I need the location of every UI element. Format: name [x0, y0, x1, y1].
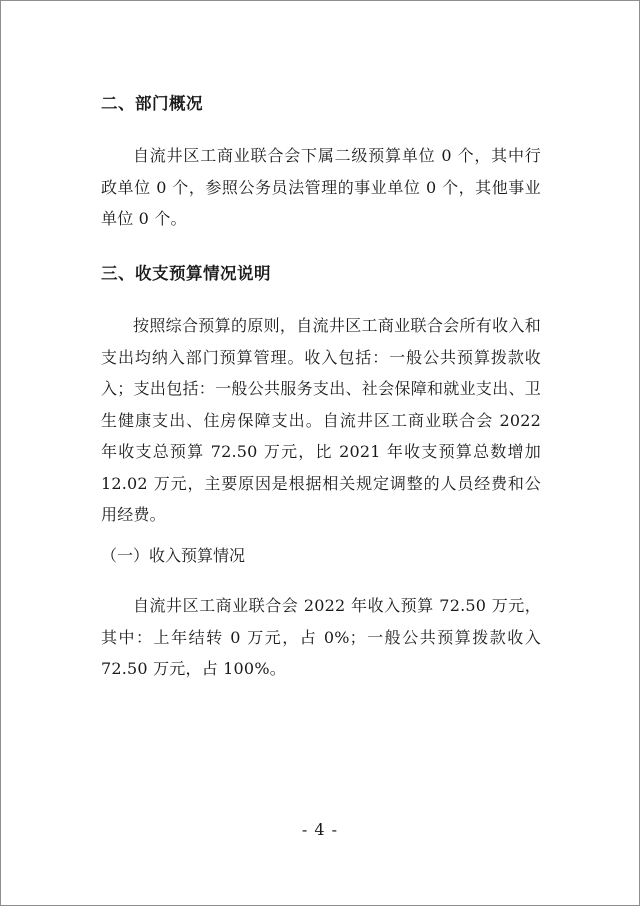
section-heading-budget-explanation: 三、收支预算情况说明 — [101, 264, 271, 283]
income-budget-paragraph: 自流井区工商业联合会 2022 年收入预算 72.50 万元，其中：上年结转 0 万元，占 0%；一般公共预算拨款收入 72.50 万元，占 100%。 — [101, 596, 541, 678]
subsection-heading-income-budget: （一）收入预算情况 — [101, 546, 246, 565]
budget-explanation-paragraph: 按照综合预算的原则，自流井区工商业联合会所有收入和支出均纳入部门预算管理。收入包括：一般公共预算拨款收入；支出包括：一般公共服务支出、社会保障和就业支出、卫生健康支出、住房保障支出。自流井区工商业联合会 2022 年收支总预算 72.50 万元，比 2021 年收支预算总数增加 12.02 万元，主要原因是根据相关规定调整的人员经费和公用经费。 — [101, 316, 541, 524]
page-number: - 4 - — [301, 820, 339, 839]
department-overview-paragraph: 自流井区工商业联合会下属二级预算单位 0 个，其中行政单位 0 个，参照公务员法管理的事业单位 0 个，其他事业单位 0 个。 — [101, 146, 541, 228]
section-heading-department-overview: 二、部门概况 — [101, 94, 203, 113]
